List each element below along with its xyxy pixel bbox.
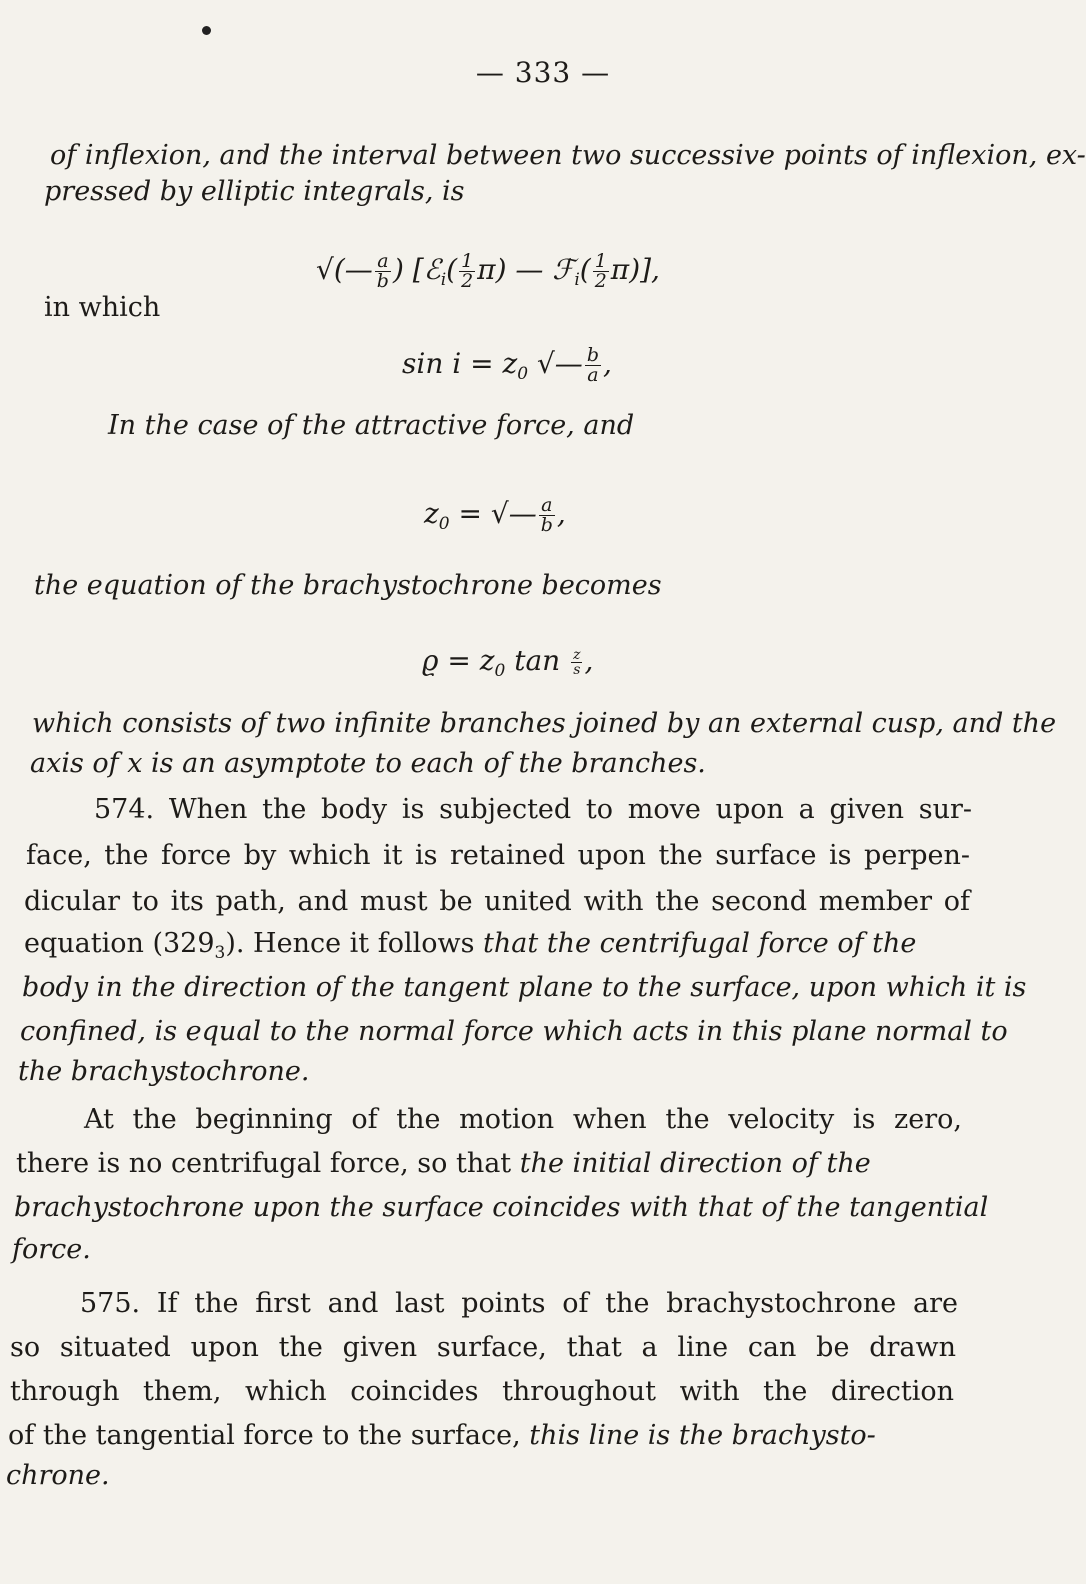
equation-interval: √(— $\frac{a}{b}$ ) [ℰ$_i$( $\frac{1}{2}$ π) — ℱ$_i$( $\frac{1}{2}$ π)],	[316, 250, 660, 292]
page-number: — 333 —	[475, 56, 611, 89]
paragraph-line: pressed by elliptic integrals, is	[44, 176, 465, 207]
paragraph-line: through them, which coincides throughout with the direction	[10, 1376, 954, 1407]
paragraph-line: confined, is equal to the normal force which acts in this plane normal to	[20, 1016, 1008, 1047]
paragraph-line: face, the force by which it is retained upon the surface is perpen-	[26, 840, 970, 871]
paragraph-line: 574. When the body is subjected to move upon a given sur-	[94, 794, 972, 825]
paragraph-line: so situated upon the given surface, that a line can be drawn	[10, 1332, 956, 1363]
paragraph-line: which consists of two infinite branches joined by an external cusp, and the	[32, 708, 1057, 739]
paragraph-line: At the beginning of the motion when the velocity is zero,	[84, 1104, 962, 1135]
paragraph-line: of inflexion, and the interval between two successive points of inflexion, ex-	[50, 140, 1086, 171]
paragraph-line: in which	[44, 292, 161, 323]
paragraph-line: equation $(329_3)$. Hence it follows that the centrifugal force of the	[24, 928, 917, 963]
paragraph-line: chrone.	[6, 1460, 110, 1491]
paragraph-line: force.	[12, 1234, 91, 1265]
paragraph-line: dicular to its path, and must be united with the second member of	[24, 886, 970, 917]
equation-z0: $z_0$ = √— $\frac{a}{b}$ ,	[424, 494, 566, 536]
paragraph-line: body in the direction of the tangent plane to the surface, upon which it is	[22, 972, 1027, 1003]
paragraph-line: of the tangential force to the surface, this line is the brachysto-	[8, 1420, 876, 1451]
paragraph-line: In the case of the attractive force, and	[108, 410, 635, 441]
ink-spot	[202, 26, 211, 35]
paragraph-line: there is no centrifugal force, so that the initial direction of the	[16, 1148, 871, 1179]
equation-brachystochrone: $ϱ = z_0$ tan $\frac{z}{s}$ ,	[422, 644, 594, 681]
paragraph-line: brachystochrone upon the surface coincides with that of the tangential	[14, 1192, 989, 1223]
paragraph-line: the equation of the brachystochrone becomes	[34, 570, 662, 601]
equation-sin-i: $\sin i = z_0$ √— $\frac{b}{a}$ ,	[402, 344, 612, 386]
paragraph-line: the brachystochrone.	[18, 1056, 310, 1087]
paragraph-line: axis of x is an asymptote to each of the branches.	[30, 748, 706, 779]
paragraph-line: 575. If the first and last points of the brachystochrone are	[80, 1288, 958, 1319]
